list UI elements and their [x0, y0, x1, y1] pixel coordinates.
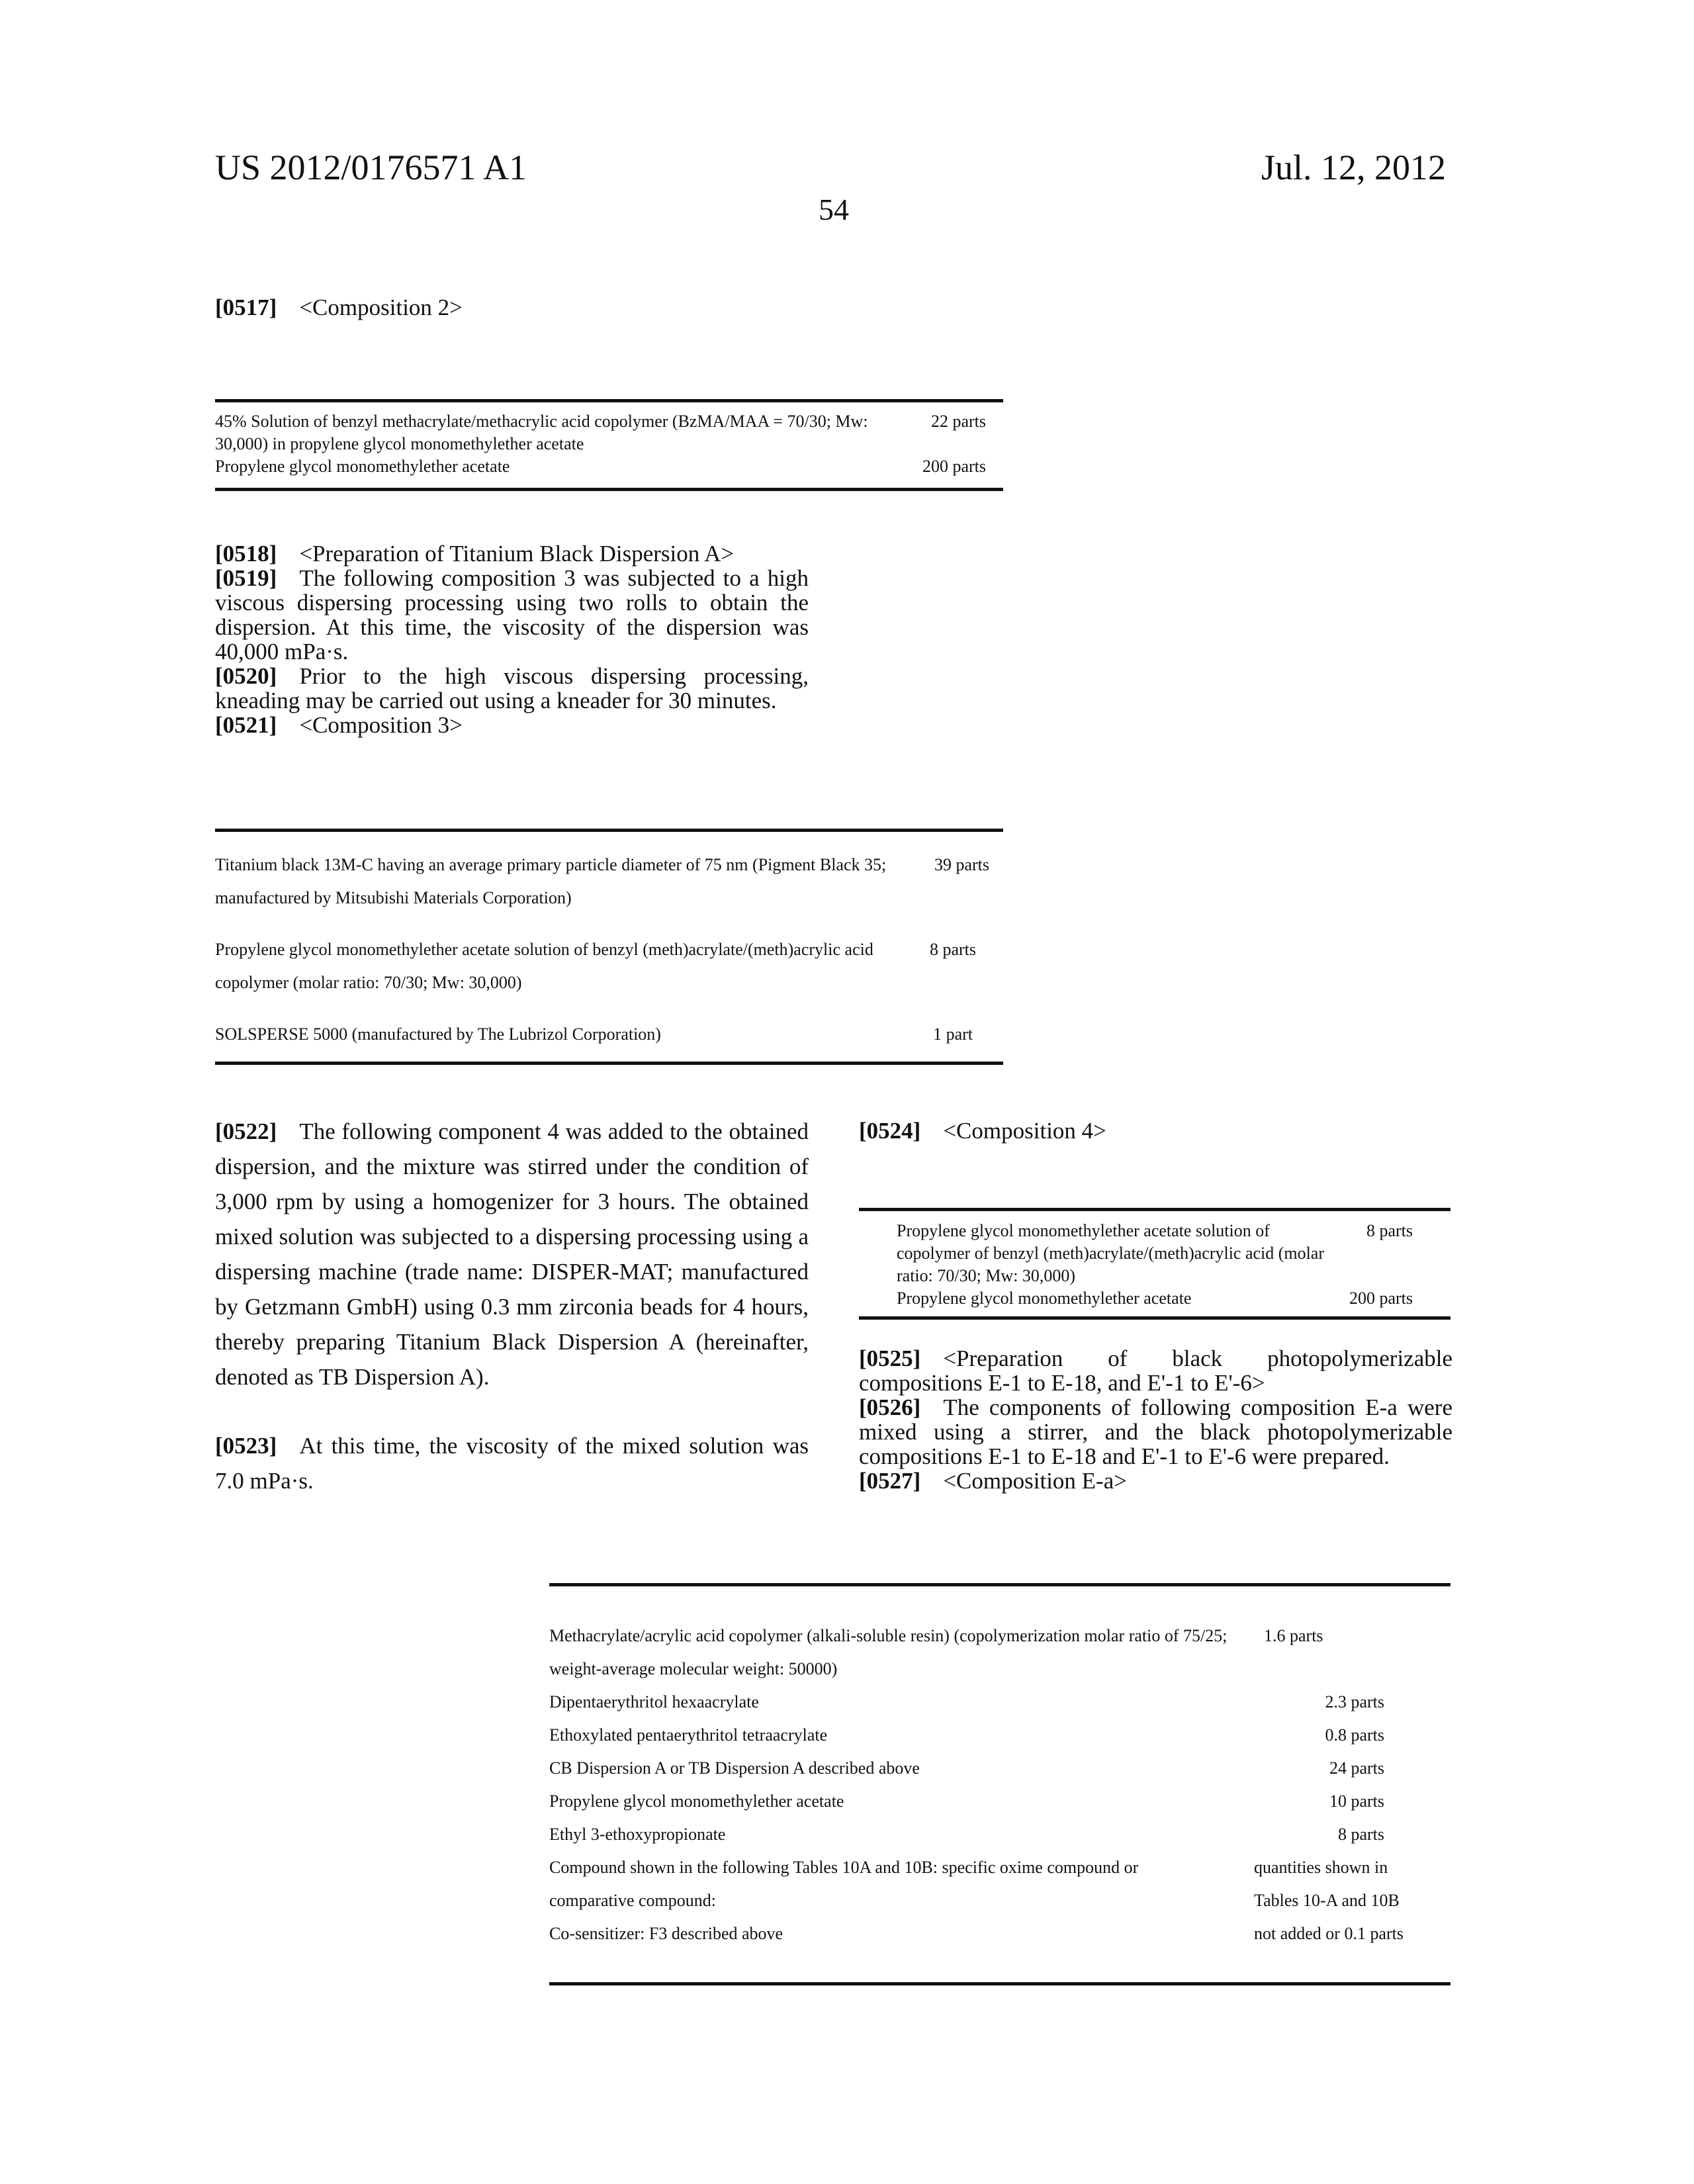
paragraph-text: <Preparation of Titanium Black Dispersion A>	[299, 541, 734, 567]
quantity: 10 parts	[1329, 1785, 1429, 1818]
paragraph-text: The components of following composition E-a were mixed using a stirrer, and the black photopolymerizable compositions E-1 to E-18 and E'-1 to E'-6 were prepared.	[859, 1394, 1452, 1469]
paragraph-0527	[859, 1469, 1452, 1493]
patent-number: US 2012/0176571 A1	[215, 147, 527, 188]
paragraph-0521	[215, 713, 809, 737]
ingredient: Compound shown in the following Tables 10A and 10B: specific oxime compound or comparative compound:	[549, 1851, 1211, 1917]
quantity: not added or 0.1 parts	[1254, 1917, 1429, 1950]
composition-2-table	[215, 410, 986, 478]
paragraph-number: [0522]	[215, 1118, 277, 1144]
paragraph-0520	[215, 664, 809, 713]
ingredient: Ethoxylated pentaerythritol tetraacrylate	[549, 1719, 1325, 1752]
quantity: 39 parts	[934, 848, 989, 915]
quantity: 22 parts	[931, 410, 986, 455]
paragraph-number: [0526]	[859, 1394, 920, 1420]
ingredient: Methacrylate/acrylic acid copolymer (alkali-soluble resin) (copolymerization molar ratio of 75/25; weight-average molecular weight: 50000)	[549, 1619, 1264, 1686]
paragraph-0522	[215, 1114, 809, 1394]
ingredient: Co-sensitizer: F3 described above	[549, 1917, 1254, 1950]
ingredient: Propylene glycol monomethylether acetate	[215, 455, 922, 478]
quantity: 200 parts	[1349, 1287, 1413, 1310]
table-row	[897, 1287, 1413, 1310]
table-row	[549, 1686, 1429, 1719]
quantity: 8 parts	[930, 933, 989, 999]
paragraph-number: [0524]	[859, 1118, 920, 1144]
table-row	[215, 848, 989, 915]
table-row	[549, 1851, 1429, 1917]
paragraph-0518	[215, 541, 809, 566]
table-row	[549, 1752, 1429, 1785]
composition-3-table	[215, 848, 989, 1051]
paragraph-text: <Composition E-a>	[943, 1468, 1127, 1494]
table-row	[215, 455, 986, 478]
left-column-paragraphs	[215, 541, 809, 737]
paragraph-number: [0525]	[859, 1345, 920, 1371]
quantity: 8 parts	[1338, 1818, 1429, 1851]
table-row	[549, 1619, 1429, 1686]
table-rule-top	[215, 399, 1003, 402]
paragraph-number: [0520]	[215, 663, 277, 689]
paragraph-text: <Composition 2>	[299, 295, 463, 320]
ingredient: Titanium black 13M-C having an average primary particle diameter of 75 nm (Pigment Black 35; manufactured by Mitsubishi Materials Corporation)	[215, 848, 930, 915]
paragraph-0519	[215, 566, 809, 664]
table-row	[215, 1018, 989, 1051]
paragraph-text: Prior to the high viscous dispersing processing, kneading may be carried out using a kneader for 30 minutes.	[215, 663, 809, 713]
ingredient: Propylene glycol monomethylether acetate solution of copolymer of benzyl (meth)acrylate/(meth)acrylic acid (molar ratio: 70/30; Mw: 30,000)	[897, 1220, 1327, 1287]
publication-date: Jul. 12, 2012	[1261, 147, 1446, 188]
table-rule-bottom	[215, 1062, 1003, 1065]
paragraph-text: The following component 4 was added to the obtained dispersion, and the mixture was stirred under the condition of 3,000 rpm by using a homogenizer for 3 hours. The obtained mixed solution was subjected to a dispersing processing using a dispersing machine (trade name: DISPER-MAT; manufactured by Getzmann GmbH) using 0.3 mm zirconia beads for 4 hours, thereby preparing Titanium Black Dispersion A (hereinafter, denoted as TB Dispersion A).	[215, 1118, 809, 1390]
paragraph-number: [0527]	[859, 1468, 920, 1494]
composition-ea-table	[549, 1619, 1429, 1950]
paragraph-text: <Composition 3>	[299, 712, 463, 738]
ingredient: 45% Solution of benzyl methacrylate/methacrylic acid copolymer (BzMA/MAA = 70/30; Mw: 30,000) in propylene glycol monomethylether acetate	[215, 410, 890, 455]
table-row	[549, 1917, 1429, 1950]
page-number: 54	[794, 192, 873, 227]
ingredient: Propylene glycol monomethylether acetate	[897, 1287, 1349, 1310]
table-rule-top	[859, 1208, 1450, 1211]
paragraph-0526	[859, 1395, 1452, 1469]
ingredient: Propylene glycol monomethylether acetate	[549, 1785, 1329, 1818]
paragraph-number: [0517]	[215, 295, 277, 320]
ingredient: CB Dispersion A or TB Dispersion A described above	[549, 1752, 1329, 1785]
table-row	[897, 1220, 1413, 1287]
paragraph-0523	[215, 1428, 809, 1498]
ingredient: Ethyl 3-ethoxypropionate	[549, 1818, 1338, 1851]
table-row	[215, 410, 986, 455]
quantity: 1.6 parts	[1264, 1619, 1429, 1686]
right-column-paragraphs	[859, 1346, 1452, 1493]
table-row	[549, 1785, 1429, 1818]
table-rule-bottom	[215, 488, 1003, 491]
table-rule-bottom	[859, 1316, 1450, 1320]
paragraph-0525	[859, 1346, 1452, 1395]
paragraph-0524	[859, 1118, 1106, 1143]
quantity: 8 parts	[1366, 1220, 1413, 1287]
table-rule-top	[215, 829, 1003, 832]
ingredient: Propylene glycol monomethylether acetate solution of benzyl (meth)acrylate/(meth)acrylic acid copolymer (molar ratio: 70/30; Mw: 30,000)	[215, 933, 930, 999]
composition-4-table	[897, 1220, 1413, 1310]
paragraph-text: At this time, the viscosity of the mixed solution was 7.0 mPa·s.	[215, 1433, 809, 1494]
ingredient: Dipentaerythritol hexaacrylate	[549, 1686, 1325, 1719]
quantity: 0.8 parts	[1325, 1719, 1429, 1752]
patent-page	[0, 0, 1694, 2184]
paragraph-number: [0519]	[215, 565, 277, 591]
paragraph-text: <Composition 4>	[943, 1118, 1106, 1144]
paragraph-number: [0521]	[215, 712, 277, 738]
quantity: 1 part	[933, 1018, 989, 1051]
paragraph-text: The following composition 3 was subjected to a high viscous dispersing processing using two rolls to obtain the dispersion. At this time, the viscosity of the dispersion was 40,000 mPa·s.	[215, 565, 809, 664]
quantity: 200 parts	[922, 455, 986, 478]
paragraph-text: <Preparation of black photopolymerizable compositions E-1 to E-18, and E'-1 to E'-6>	[859, 1345, 1452, 1396]
quantity: 2.3 parts	[1325, 1686, 1429, 1719]
quantity: 24 parts	[1329, 1752, 1429, 1785]
table-row	[549, 1818, 1429, 1851]
table-rule-bottom	[549, 1982, 1450, 1985]
ingredient: SOLSPERSE 5000 (manufactured by The Lubrizol Corporation)	[215, 1018, 933, 1051]
table-row	[549, 1719, 1429, 1752]
paragraph-number: [0518]	[215, 541, 277, 567]
quantity: quantities shown in Tables 10-A and 10B	[1254, 1851, 1429, 1917]
table-row	[215, 933, 989, 999]
table-rule-top	[549, 1583, 1450, 1586]
paragraph-0517	[215, 295, 463, 320]
paragraph-number: [0523]	[215, 1433, 277, 1459]
